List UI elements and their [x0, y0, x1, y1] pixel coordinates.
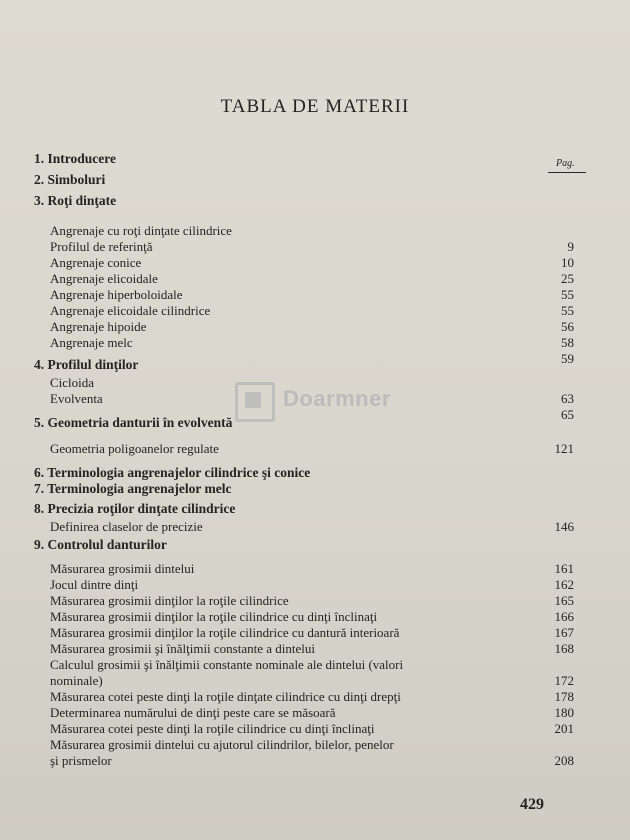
- toc-entry-page: 178: [554, 689, 574, 704]
- toc-entry: [50, 688, 574, 705]
- toc-entry-title: Cicloida: [50, 375, 95, 390]
- toc-entry-title: Calculul grosimii şi înălţimii constante nominale ale dintelui (valori: [50, 657, 404, 672]
- toc-entry: [50, 704, 574, 721]
- toc-entry-title: Angrenaje hiperboloidale: [50, 287, 183, 302]
- toc-entry-title: 4. Profilul dinţilor: [34, 357, 139, 372]
- toc-entry: [50, 624, 574, 641]
- page-number: 429: [520, 796, 544, 813]
- toc-entry-page: 58: [561, 335, 574, 350]
- toc-entry-title: Măsurarea cotei peste dinţi la roţile dinţate cilindrice cu dinţi drepţi: [50, 689, 401, 704]
- toc-entry: [50, 254, 574, 271]
- toc-entry: [50, 518, 574, 535]
- toc-entry: [50, 672, 574, 689]
- toc-entry-page: 167: [554, 625, 574, 640]
- toc-chapter: [34, 480, 574, 497]
- watermark-square-icon: [245, 392, 261, 408]
- page-column-label: Pag.: [556, 158, 575, 169]
- toc-entry: [50, 656, 574, 673]
- toc-entry-title: Angrenaje elicoidale cilindrice: [50, 303, 211, 318]
- toc-entry-page: 25: [561, 271, 574, 286]
- toc-entry-page: 162: [554, 577, 574, 592]
- toc-entry-page: 201: [554, 721, 574, 736]
- toc-entry: [50, 270, 574, 287]
- toc-entry-title: Măsurarea grosimii dinţilor la roţile cilindrice cu dantură interioară: [50, 625, 400, 640]
- toc-entry-title: Evolventa: [50, 391, 103, 406]
- toc-entry-page: 55: [561, 287, 574, 302]
- watermark-text: Doarmner: [283, 386, 391, 411]
- toc-entry: [50, 640, 574, 657]
- toc-entry-title: 1. Introducere: [34, 151, 116, 166]
- toc-entry-title: Angrenaje conice: [50, 255, 142, 270]
- toc-entry: [50, 736, 574, 753]
- toc-entry-title: Măsurarea grosimii dinţilor la roţile cilindrice: [50, 593, 289, 608]
- watermark-logo: [235, 378, 405, 422]
- toc-entry-page: 168: [554, 641, 574, 656]
- toc-entry-page: 161: [554, 561, 574, 576]
- toc-entry-page: 55: [561, 303, 574, 318]
- toc-entry-page: 166: [554, 609, 574, 624]
- toc-entry-page: 63: [561, 391, 574, 406]
- toc-entry-title: Măsurarea grosimii dinţilor la roţile cilindrice cu dinţi înclinaţi: [50, 609, 378, 624]
- toc-entry-page: 121: [554, 441, 574, 456]
- toc-entry-title: Geometria poligoanelor regulate: [50, 441, 219, 456]
- toc-entry: [50, 560, 574, 577]
- toc-entry-title: 9. Controlul danturilor: [34, 537, 167, 552]
- toc-entry-title: 2. Simboluri: [34, 172, 106, 187]
- toc-entry: [50, 334, 574, 351]
- toc-entry: [50, 720, 574, 737]
- toc-entry-title: Determinarea numărului de dinţi peste care se măsoară: [50, 705, 336, 720]
- page-title: TABLA DE MATERII: [220, 96, 410, 117]
- toc-entry-title: Jocul dintre dinţi: [50, 577, 139, 592]
- toc-entry-page: 9: [567, 239, 574, 254]
- toc-entry-title: 7. Terminologia angrenajelor melc: [34, 481, 232, 496]
- toc-entry-page: 65: [561, 407, 574, 422]
- toc-entry-title: Măsurarea grosimii dintelui cu ajutorul cilindrilor, bilelor, penelor: [50, 737, 394, 752]
- toc-entry-page: 172: [554, 673, 574, 688]
- toc-entry-title: 5. Geometria danturii în evolventă: [34, 415, 233, 430]
- toc-entry-title: Definirea claselor de precizie: [50, 519, 203, 534]
- toc-entry-title: Angrenaje cu roţi dinţate cilindrice: [50, 223, 232, 238]
- toc-entry: [50, 222, 574, 239]
- toc-entry-title: 6. Terminologia angrenajelor cilindrice şi conice: [34, 465, 311, 480]
- toc-entry: [50, 286, 574, 303]
- toc-entry-title: Angrenaje elicoidale: [50, 271, 158, 286]
- toc-entry-page: 56: [561, 319, 574, 334]
- toc-chapter: [34, 192, 574, 209]
- toc-entry-title: Măsurarea cotei peste dinţi la roţile cilindrice cu dinţi înclinaţi: [50, 721, 375, 736]
- toc-entry-page: 59: [561, 351, 574, 366]
- toc-entry: [50, 440, 574, 457]
- toc-chapter: [34, 464, 574, 481]
- toc-entry: [50, 752, 574, 769]
- toc-entry: [50, 302, 574, 319]
- toc-entry-page: 146: [554, 519, 574, 534]
- toc-entry-title: Angrenaje hipoide: [50, 319, 147, 334]
- toc-entry: [50, 608, 574, 625]
- toc-entry-title: Angrenaje melc: [50, 335, 133, 350]
- toc-entry: [50, 238, 574, 255]
- toc-entry-title: 3. Roţi dinţate: [34, 193, 117, 208]
- toc-chapter: [34, 150, 574, 167]
- toc-entry-title: şi prismelor: [50, 753, 112, 768]
- toc-chapter: [34, 356, 574, 373]
- toc-entry-title: Măsurarea grosimii dintelui: [50, 561, 195, 576]
- toc-entry-page: 180: [554, 705, 574, 720]
- toc-entry-title: Măsurarea grosimii şi înălţimii constante a dintelui: [50, 641, 315, 656]
- toc-entry: [50, 318, 574, 335]
- toc-entry-title: 8. Precizia roţilor dinţate cilindrice: [34, 501, 236, 516]
- toc-chapter: [34, 536, 574, 553]
- toc-entry-title: Profilul de referinţă: [50, 239, 153, 254]
- toc-entry-page: 165: [554, 593, 574, 608]
- toc-entry-title: nominale): [50, 673, 103, 688]
- toc-chapter: [34, 171, 574, 188]
- toc-entry: [50, 592, 574, 609]
- toc-entry-page: 10: [561, 255, 574, 270]
- toc-entry-page: 208: [554, 753, 574, 768]
- toc-chapter: [34, 500, 574, 517]
- toc-entry: [50, 576, 574, 593]
